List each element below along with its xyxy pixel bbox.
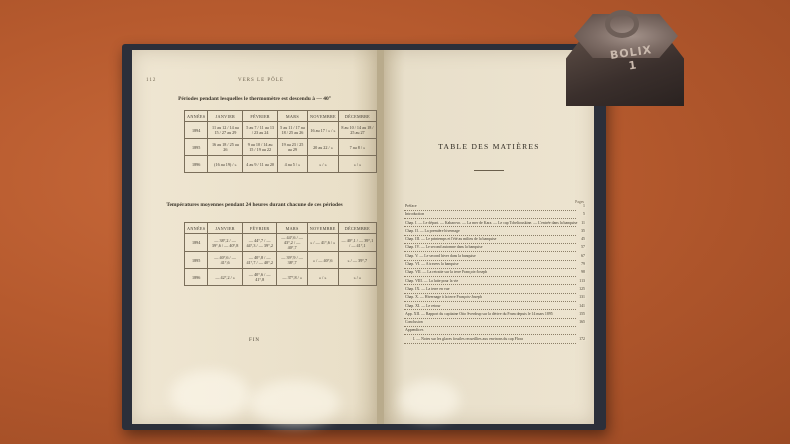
toc-entry [404, 237, 586, 245]
toc-entry-page: 131 [579, 295, 585, 300]
toc-entry [404, 212, 586, 220]
toc-entry [404, 337, 586, 345]
table-cell: 4 au 5 / » [277, 156, 307, 173]
table-cell: 19 au 23 / 25 au 29 [277, 139, 307, 156]
table2-caption: Températures moyennes pendant 24 heures durant chacune de ces périodes [166, 202, 343, 208]
toc-title: TABLE DES MATIÈRES [438, 142, 540, 151]
toc-entry-label: Chap. VI. — A travers la banquise [405, 262, 459, 267]
table-header: ANNÉES [185, 223, 208, 234]
toc-entry-label: Chap. II. — La première hivernage [405, 228, 460, 233]
weight-value: 1 [627, 58, 639, 73]
toc-entry-label: Chap. XI. — Le retour [405, 303, 441, 308]
toc-entry [404, 221, 586, 229]
book-gutter [377, 50, 384, 424]
table-cell: » / » [307, 269, 338, 286]
table-cell: » / — 39°,7 [338, 252, 376, 269]
toc-entry [404, 204, 586, 212]
toc-entry-page: 155 [579, 311, 585, 316]
leader-dots [404, 318, 576, 319]
toc-entry [404, 245, 586, 253]
table-header: NOVEMBRE [308, 111, 339, 122]
table-cell: — 44°,7 / — 44°,3 / — 39°,2 [242, 234, 277, 252]
table-row [185, 122, 377, 139]
toc-entry-label: Préface [405, 204, 417, 208]
toc-entry-page: 113 [579, 278, 585, 283]
toc-entry [404, 229, 586, 237]
page-number: 112 [146, 78, 157, 83]
toc-entry [404, 279, 586, 287]
left-page [132, 50, 377, 424]
table-cell: 5 au 7 / 11 au 13 / 23 au 24 [243, 122, 277, 139]
table-cell: — 40°,1 / — 39°,1 / — 41°,1 [338, 234, 376, 252]
toc-entry-page: 11 [581, 220, 585, 225]
leader-dots [404, 334, 576, 335]
table-cell: 1894 [185, 122, 208, 139]
toc-entry-label: Introduction [405, 212, 425, 217]
cast-iron-weight [560, 10, 688, 110]
table-header: JANVIER [208, 111, 243, 122]
toc-list [404, 204, 586, 345]
table-cell: — 40°,6 / — 41°,8 [242, 269, 277, 286]
toc-entry-page: 172 [579, 336, 585, 341]
toc-entry-page: 35 [581, 228, 585, 233]
toc-entry-label: Chap. X. — Hivernage à la terre François-Joseph [405, 295, 482, 300]
toc-entry-label: I. — Notes sur les glaces fossiles recueillies aux environs du cap Flora [413, 336, 523, 341]
table-header: MARS [277, 111, 307, 122]
leader-dots [404, 260, 576, 261]
leader-dots [404, 218, 576, 219]
table-header: FÉVRIER [243, 111, 277, 122]
leader-dots [404, 226, 576, 227]
table1-caption: Périodes pendant lesquelles le thermomètre est descendu à — 40° [178, 96, 331, 102]
leader-dots [404, 210, 576, 211]
table-cell: 7 au 8 / » [338, 139, 376, 156]
table-cell: 8 au 10 / 14 au 18 / 25 au 27 [338, 122, 376, 139]
toc-entry-label: Conclusion [405, 320, 423, 325]
toc-entry-label: Appendices [405, 328, 424, 333]
toc-entry [404, 312, 586, 320]
title-rule [474, 170, 504, 171]
leader-dots [404, 343, 576, 344]
leader-dots [404, 276, 576, 277]
toc-entry-label: Chap. III. — Le printemps et l'été au milieu de la banquise [405, 237, 497, 242]
table-row [185, 269, 377, 286]
pages-column-label: Pages [575, 200, 584, 204]
table-row [185, 139, 377, 156]
toc-entry [404, 254, 586, 262]
toc-entry-page: 125 [579, 286, 585, 291]
table-header-row [185, 223, 377, 234]
table-row [185, 156, 377, 173]
table-cell: 1894 [185, 234, 208, 252]
toc-entry [404, 287, 586, 295]
table-cell: 9 au 10 / 14 au 15 / 19 au 22 [243, 139, 277, 156]
thermometer-periods-table [184, 110, 377, 173]
toc-entry-page: 5 [583, 212, 585, 217]
leader-dots [404, 309, 576, 310]
table-cell: 4 au 9 / 11 au 20 [243, 156, 277, 173]
toc-entry-label: Chap. VII. — La retraite sur la terre François-Joseph [405, 270, 488, 275]
leader-dots [404, 301, 576, 302]
table-header: DÉCEMBRE [338, 111, 376, 122]
table-cell: — 38°,2 / — 39°,6 / — 40°,8 [208, 234, 243, 252]
toc-entry [404, 320, 586, 328]
sunlight-patch [400, 380, 460, 420]
sunlight-patch [250, 380, 340, 426]
toc-entry-label: Chap. V. — Le second hiver dans la banquise [405, 253, 476, 258]
leader-dots [404, 243, 576, 244]
toc-entry [404, 262, 586, 270]
toc-entry-page: 57 [581, 245, 585, 250]
table-header: DÉCEMBRE [338, 223, 376, 234]
toc-entry-label: Chap. I. — Le départ. — Kabarovo. — La mer de Kara. — Le cap Tcheliouskine. — L'entrée dans la banquise [405, 220, 578, 225]
table-cell: — 44°,6 / — 43°,2 / — 40°,7 [277, 234, 307, 252]
table-row [185, 234, 377, 252]
leader-dots [404, 235, 576, 236]
toc-entry [404, 270, 586, 278]
toc-entry-label: App. XII. — Rapport du capitaine Otto Sverdrup sur la dérive du Fram depuis le 14 mars 1895 [405, 311, 553, 316]
table-cell: 1895 [185, 139, 208, 156]
table-cell: — 42°,2 / » [208, 269, 243, 286]
toc-entry-page: 141 [579, 303, 585, 308]
leader-dots [404, 293, 576, 294]
table-header: ANNÉES [185, 111, 208, 122]
table-header-row [185, 111, 377, 122]
table-cell: — 40°,6 / — 41°,6 [208, 252, 243, 269]
toc-entry-page: 79 [581, 262, 585, 267]
leader-dots [404, 326, 576, 327]
table-cell: 16 au 18 / 25 au 26 [208, 139, 243, 156]
table-cell: » / » [308, 156, 339, 173]
running-title: VERS LE PÔLE [238, 78, 284, 83]
table-cell: 11 au 12 / 14 au 15 / 27 au 29 [208, 122, 243, 139]
table-cell: 20 au 22 / » [308, 139, 339, 156]
table-header: NOVEMBRE [307, 223, 338, 234]
table-cell: — 40°,8 / — 41°,7 / — 40°,2 [242, 252, 277, 269]
toc-entry [404, 328, 586, 336]
table-header: JANVIER [208, 223, 243, 234]
sunlight-patch [170, 370, 250, 420]
table-cell: — 39°,9 / — 38°,7 [277, 252, 307, 269]
toc-entry-label: Chap. VIII. — La lutte pour la vie [405, 278, 459, 283]
table-cell: 5 au 11 / 17 au 18 / 25 au 26 [277, 122, 307, 139]
table-cell: 1896 [185, 269, 208, 286]
toc-entry-label: Chap. IX. — La terre en vue [405, 286, 450, 291]
toc-entry [404, 295, 586, 303]
toc-entry-page: 1 [583, 204, 585, 208]
table-cell: (16 au 19) / » [208, 156, 243, 173]
table-header: MARS [277, 223, 307, 234]
toc-entry-page: 98 [581, 270, 585, 275]
table-cell: 16 au 17 / » / » [308, 122, 339, 139]
leader-dots [404, 284, 576, 285]
table-cell: — 37°,8 / » [277, 269, 307, 286]
table-cell: 1895 [185, 252, 208, 269]
end-mark: FIN [248, 338, 261, 343]
table-row [185, 252, 377, 269]
leader-dots [404, 268, 576, 269]
toc-entry-page: 165 [579, 320, 585, 325]
toc-entry-label: Chap. IV. — Le second automne dans la banquise [405, 245, 483, 250]
weight-stamp-text: BOLIX [609, 43, 653, 62]
table-cell: » / — 40°,6 [307, 252, 338, 269]
toc-entry-page: 45 [581, 237, 585, 242]
table-cell: » / — 41°,6 / » [307, 234, 338, 252]
table-cell: » / » [338, 269, 376, 286]
toc-entry-page: 67 [581, 253, 585, 258]
toc-entry [404, 304, 586, 312]
mean-temperatures-table [184, 222, 377, 286]
table-cell: » / » [338, 156, 376, 173]
leader-dots [404, 251, 576, 252]
weight-handle-ring [605, 10, 639, 38]
table-cell: 1896 [185, 156, 208, 173]
table-header: FÉVRIER [242, 223, 277, 234]
